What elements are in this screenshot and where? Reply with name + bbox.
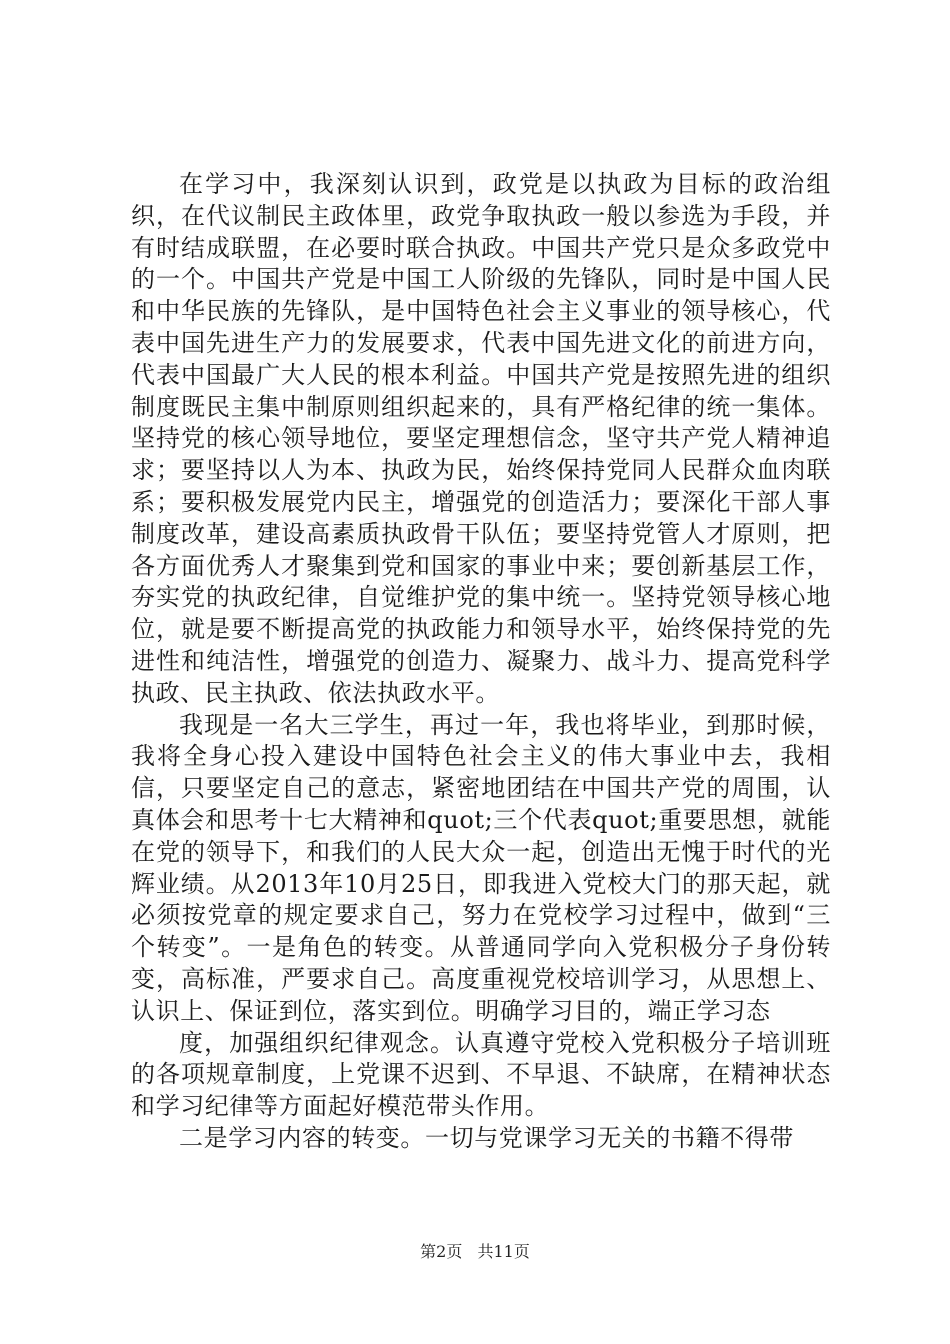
page-number: 第2页 [420,1242,463,1261]
paragraph-student-commitment: 我现是一名大三学生，再过一年，我也将毕业，到那时候，我将全身心投入建设中国特色社会主义的伟大事业中去，我相信，只要坚定自己的意志，紧密地团结在中国共产党的周围，认真体会和思考十七大精神和quot;三个代表quot;重要思想，就能在党的领导下，和我们的人民大众一起，创造出无愧于时代的光辉业绩。从2013年10月25日，即我进入党校大门的那天起，就必须按党章的规定要求自己，努力在党校学习过程中，做到“三个转变”。一是角色的转变。从普通同学向入党积极分子身份转变，高标准，严要求自己。高度重视党校培训学习，从思想上、认识上、保证到位，落实到位。明确学习目的，端正学习态 [131,710,831,1025]
page-footer [0,1242,950,1262]
paragraph-party-study: 在学习中，我深刻认识到，政党是以执政为目标的政治组织，在代议制民主政体里，政党争取执政一般以参选为手段，并有时结成联盟，在必要时联合执政。中国共产党只是众多政党中的一个。中国共产党是中国工人阶级的先锋队，同时是中国人民和中华民族的先锋队，是中国特色社会主义事业的领导核心，代表中国先进生产力的发展要求，代表中国先进文化的前进方向，代表中国最广大人民的根本利益。中国共产党是按照先进的组织制度既民主集中制原则组织起来的，具有严格纪律的统一集体。坚持党的核心领导地位，要坚定理想信念，坚守共产党人精神追求；要坚持以人为本、执政为民，始终保持党同人民群众血肉联系；要积极发展党内民主，增强党的创造活力；要深化干部人事制度改革，建设高素质执政骨干队伍；要坚持党管人才原则，把各方面优秀人才聚集到党和国家的事业中来；要创新基层工作，夯实党的执政纪律，自觉维护党的集中统一。坚持党领导核心地位，就是要不断提高党的执政能力和领导水平，始终保持党的先进性和纯洁性，增强党的创造力、凝聚力、战斗力、提高党科学执政、民主执政、依法执政水平。 [131,170,831,707]
page-total: 共11页 [477,1242,530,1261]
document-body [131,169,831,1155]
paragraph-discipline: 度，加强组织纪律观念。认真遵守党校入党积极分子培训班的各项规章制度，上党课不迟到、不早退、不缺席，在精神状态和学习纪律等方面起好模范带头作用。 [131,1028,831,1121]
paragraph-content-change: 二是学习内容的转变。一切与党课学习无关的书籍不得带 [179,1123,794,1152]
